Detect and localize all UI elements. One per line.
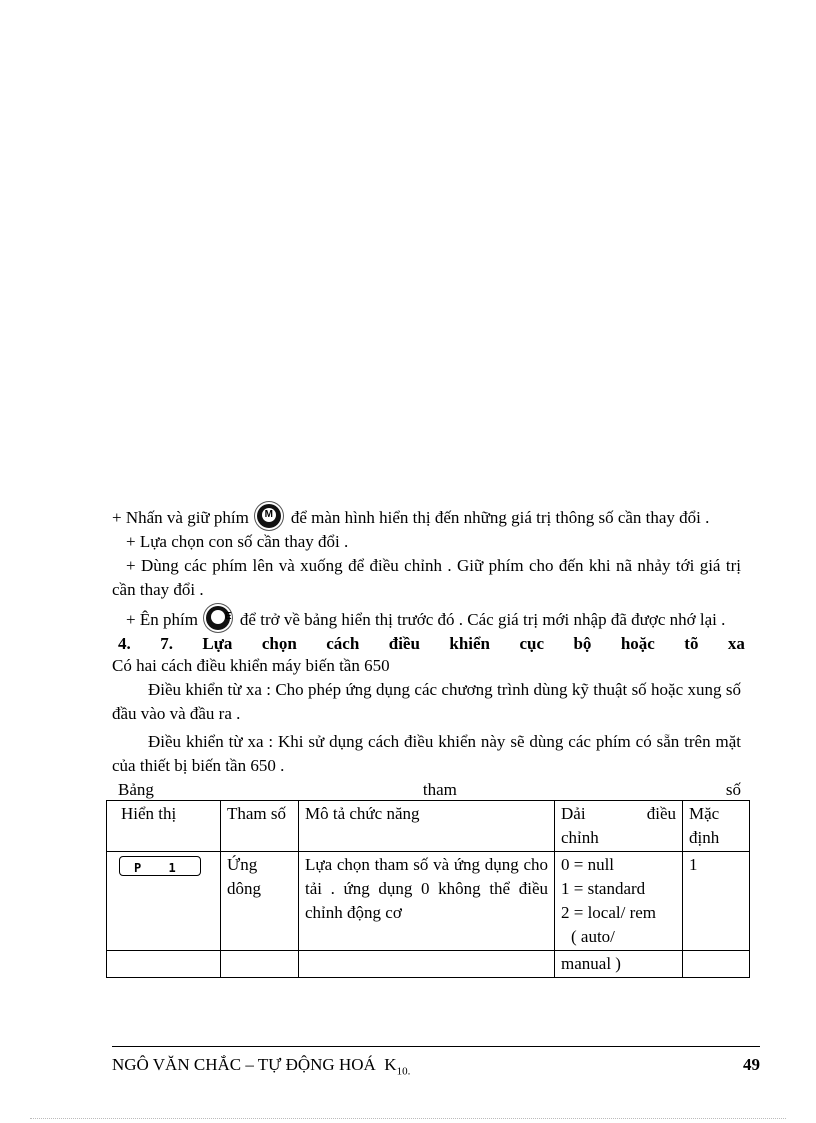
cell-empty [107,951,221,978]
paragraph-intro: Có hai cách điều khiển máy biến tần 650 [112,656,390,675]
range-line: 0 = null [561,855,615,874]
page-footer [112,1046,760,1077]
header-range [555,801,683,852]
e-button-letter: E [211,610,225,624]
class-sub: 10. [396,1065,411,1078]
cell-param: Ứng dông [221,852,299,951]
table-header-row [107,801,750,852]
cell-range-cont: manual ) [555,951,683,978]
text: + Nhấn và giữ phím [112,508,249,527]
section-heading [118,634,745,654]
range-word: Dải [561,804,586,823]
caption-word: Bảng [118,780,154,799]
class-label: K [384,1055,397,1074]
heading-word: 7. [160,634,173,653]
cell-description: Lựa chọn tham số và ứng dụng cho tải . ứng dụng 0 không thể điều chỉnh động cơ [299,852,555,951]
heading-word: 4. [118,634,131,653]
heading-word: hoặc [620,634,655,653]
header-description: Mô tả chức năng [299,801,555,852]
footer-author [112,1055,410,1077]
cell-display [107,852,221,951]
caption-word: số [725,780,741,799]
heading-word: cách [326,634,360,653]
lcd-glyph: P 1 [134,861,186,875]
paragraph-remote-2: Điều khiển từ xa : Khi sử dụng cách điều khiển này sẽ dùng các phím có sẵn trên mặt của thiết bị biến tần 650 . [112,732,741,775]
caption-word: tham [422,780,457,799]
bottom-dotted-rule [30,1118,786,1119]
range-line: ( auto/ [571,927,615,946]
page-content [112,504,745,978]
paragraph-press-e [112,606,741,632]
heading-word: xa [727,634,745,653]
heading-word: cục [519,634,544,653]
range-line: 1 = standard [561,879,646,898]
header-display: Hiển thị [107,801,221,852]
paragraph-select-digit: + Lựa chọn con số cần thay đổi . [126,532,349,551]
paragraph-press-hold-m [112,504,741,530]
heading-word: tõ [684,634,699,653]
cell-empty [683,951,750,978]
table-row [107,852,750,951]
page-number: 49 [743,1055,760,1074]
author-text: NGÔ VĂN CHẮC – TỰ ĐỘNG HOÁ [112,1055,376,1074]
table-caption [118,780,741,800]
heading-word: khiển [449,634,491,653]
range-word: chỉnh [561,828,599,847]
text: + Ên phím [126,610,198,629]
range-word: điều [646,804,676,823]
text: để màn hình hiển thị đến những giá trị thông số cần thay đổi . [290,508,710,527]
m-button-icon [257,504,281,528]
paragraph-up-down-keys: + Dùng các phím lên và xuống để điều chỉnh . Giữ phím cho đến khi nã nhảy tới giá trị cần thay đổi . [112,556,741,599]
cell-range [555,852,683,951]
heading-word: Lựa [202,634,233,653]
heading-word: chọn [261,634,297,653]
parameter-table [106,800,750,978]
header-param: Tham số [221,801,299,852]
paragraph-remote-1: Điều khiển từ xa : Cho phép ứng dụng các chương trình dùng kỹ thuật số hoặc xung số đầu vào và đầu ra . [112,680,741,723]
lcd-display-icon [119,856,201,876]
range-line: 2 = local/ rem [561,903,657,922]
header-default: Mặc định [683,801,750,852]
text: để trở về bảng hiển thị trước đó . Các giá trị mới nhập đã được nhớ lại . [239,610,726,629]
cell-empty [299,951,555,978]
heading-word: điều [388,634,420,653]
heading-word: bộ [573,634,592,653]
m-button-letter: M [262,508,276,522]
cell-default: 1 [683,852,750,951]
e-button-icon [206,606,230,630]
cell-empty [221,951,299,978]
table-row [107,951,750,978]
